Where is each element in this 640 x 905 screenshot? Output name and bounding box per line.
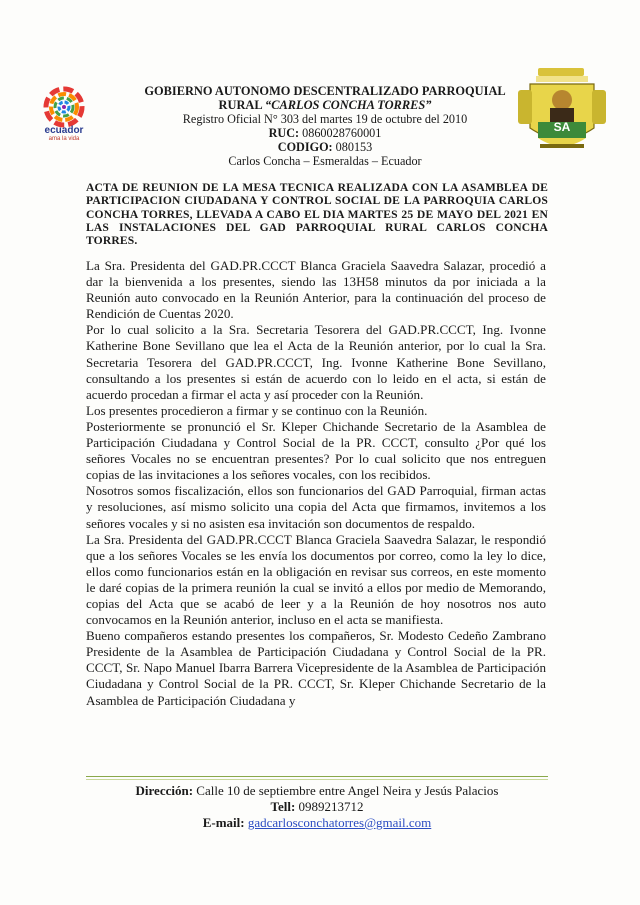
location-line: Carlos Concha – Esmeraldas – Ecuador <box>228 154 422 168</box>
letterhead <box>110 84 540 168</box>
paragraph: Nosotros somos fiscalización, ellos son funcionarios del GAD Parroquial, firman actas y resoluciones, así mismo solicito una copia del Acta que firmamos, invitemos a los señores vocales y si no asisten esa invitación son documentos de respaldo. <box>86 483 546 531</box>
codigo-line: CODIGO: 080153 <box>277 140 373 154</box>
ruc-line: RUC: 0860028760001 <box>268 126 382 140</box>
footer-divider-secondary <box>86 779 548 780</box>
paragraph: Bueno compañeros estando presentes los compañeros, Sr. Modesto Cedeño Zambrano Presidente de la Asamblea de Participación Ciudadana y Control Social de la PR. CCCT, Sr. Napo Manuel Ibarra Barrera Vicepresidente de la Asamblea de Participación Ciudadana y Control Social de la PR. CCCT, Sr. Kleper Chichande Secretario de la Asamblea de Participación Ciudadana y <box>86 628 546 708</box>
emblem-initials: SA <box>553 120 571 134</box>
institution-subname: RURAL “CARLOS CONCHA TORRES” <box>218 98 432 112</box>
ecuador-brand-text: ecuador <box>44 125 84 136</box>
ecuador-swirl-icon <box>30 86 98 128</box>
footer-email: E-mail: gadcarlosconchatorres@gmail.com <box>202 815 432 830</box>
footer-phone: Tell: 0989213712 <box>270 799 364 814</box>
document-body <box>86 258 546 709</box>
ecuador-tagline: ama la vida <box>48 136 80 142</box>
footer <box>86 783 548 831</box>
registro-oficial: Registro Oficial N° 303 del martes 19 de octubre del 2010 <box>182 112 468 126</box>
paragraph: Posteriormente se pronunció el Sr. Kleper Chichande Secretario de la Asamblea de Participación Ciudadana y Control Social de la PR. CCCT, consulto ¿Por qué los señores Vocales no se encuentran presentes? Por lo cual solicito que nos entreguen copias de las invitaciones a los señores vocales, con los recibidos. <box>86 418 546 483</box>
document-title: ACTA DE REUNION DE LA MESA TECNICA REALIZADA CON LA ASAMBLEA DE PARTICIPACION CIUDADANA Y CONTROL SOCIAL DE LA PARROQUIA CARLOS CONCHA TORRES, LLEVADA A CABO EL DIA MARTES 25 DE MAYO DEL 2021 EN LAS INSTALACIONES DEL GAD PARROQUIAL RURAL CARLOS CONCHA TORRES. <box>86 181 548 248</box>
paragraph: La Sra. Presidenta del GAD.PR.CCCT Blanca Graciela Saavedra Salazar, procedió a dar la bienvenida a los presentes, siendo las 13H58 minutos da por iniciada a la Reunión auto convocado en la Reunión Anterior, para la continuación del proceso de Rendición de Cuentas 2020. <box>86 258 546 322</box>
email-link[interactable]: gadcarlosconchatorres@gmail.com <box>247 815 432 830</box>
footer-address: Dirección: Calle 10 de septiembre entre Angel Neira y Jesús Palacios <box>135 783 499 798</box>
footer-divider <box>86 776 548 777</box>
paragraph: Por lo cual solicito a la Sra. Secretaria Tesorera del GAD.PR.CCCT, Ing. Ivonne Katherine Bone Sevillano que lea el Acta de la Reunión anterior, por lo cual la Sra. Secretaria Tesorera del GAD.PR.CCCT, Ing. Ivonne Katherine Bone Sevillano, consultando a los presentes si están de acuerdo con lo leido en el acta, si están de acuerdo procedan a firmar el acta y así proceder con la Reunión. <box>86 322 546 402</box>
paragraph: La Sra. Presidenta del GAD.PR.CCCT Blanca Graciela Saavedra Salazar, le respondió que a los señores Vocales se les envía los documentos por correo, como la ley lo dice, ellos como funcionarios están en la obligación en revisar sus correos, en este momento le daré copias de la primera reunión la cual se invitó a ellos por medio de Memorando, copias del Acta que se acabó de leer y a la Reunión de hoy nosotros nos auto convocamos en la Reunión anterior, incluso en el acta se manifiesta. <box>86 531 546 628</box>
institution-name: GOBIERNO AUTONOMO DESCENTRALIZADO PARROQUIAL <box>144 84 506 98</box>
ecuador-logo <box>30 86 98 148</box>
paragraph: Los presentes procedieron a firmar y se continuo con la Reunión. <box>86 402 428 418</box>
